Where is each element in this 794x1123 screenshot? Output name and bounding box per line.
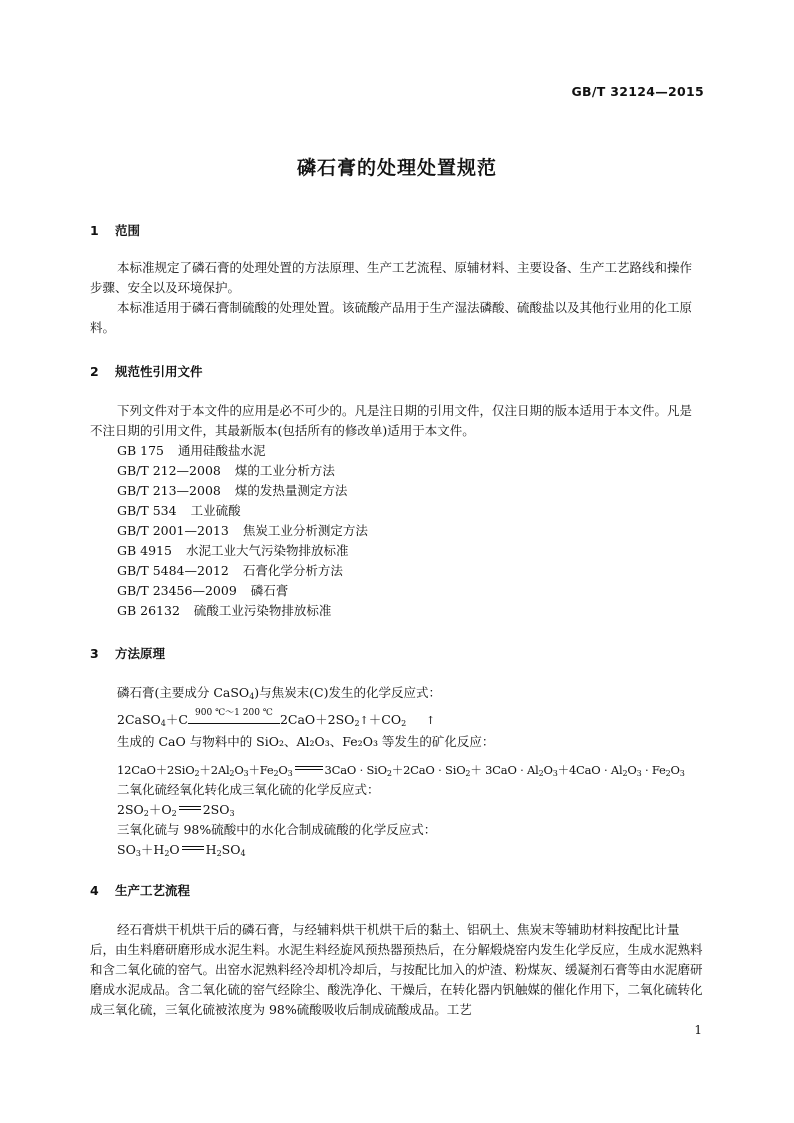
ref-item: GB 26132 硫酸工业污染物排放标准: [117, 603, 332, 618]
process-paragraph: 经石膏烘干机烘干后的磷石膏，与经辅料烘干机烘干后的黏土、铝矾土、焦炭末等辅助材料按配比计量后，由生料磨研磨形成水泥生料。水泥生料经旋风预热器预热后，在分解煅烧窑内发生化学反应，生成水泥熟料和含二氧化硫的窑气。出窑水泥熟料经冷却机冷却后，与按配比加入的炉渣、粉煤灰、缓凝剂石膏等由水泥磨研磨成水泥成品。含二氧化硫的窑气经除尘、酸洗净化、干燥后，在转化器内钒触媒的催化作用下，二氧化硫转化成三氧化硫，三氧化硫被浓度为 98%硫酸吸收后制成硫酸成品。工艺: [90, 922, 703, 1017]
gas-arrow-icon: ↑: [359, 714, 369, 727]
refs-intro: 下列文件对于本文件的应用是必不可少的。凡是注日期的引用文件，仅注日期的版本适用于本文件。凡是不注日期的引用文件，其最新版本(包括所有的修改单)适用于本文件。: [90, 403, 693, 438]
section-heading-2: 2 规范性引用文件: [90, 364, 203, 379]
ref-item: GB/T 2001—2013 焦炭工业分析测定方法: [117, 523, 368, 538]
ref-item: GB/T 213—2008 煤的发热量测定方法: [117, 483, 348, 498]
page-number: 1: [694, 1023, 702, 1037]
ref-item: GB 4915 水泥工业大气污染物排放标准: [117, 543, 349, 558]
section-heading-1: 1 范围: [90, 223, 141, 238]
ref-item: GB/T 534 工业硫酸: [117, 503, 241, 518]
ref-item: GB 175 通用硅酸盐水泥: [117, 443, 266, 458]
reaction-equation-4: $SO_3+H_2O$ $H_2SO_4$: [117, 842, 246, 858]
reaction-equation-1: 2CaSO$_4$＋C 900 ℃～1 200 ℃ $2CaO+2SO_2↑+CO_2$ ↑: [117, 710, 435, 734]
reaction-equation-2: $12CaO+2SiO_2+2Al_2O_3+Fe_2O_3$ $3CaO \cdot SiO_2+2CaO \cdot SiO_2+ 3CaO \cdot Al_2O_3+4CaO \cdot Al_2O_3 \cdot Fe_2O_3$: [117, 763, 685, 778]
ref-item: GB/T 212—2008 煤的工业分析方法: [117, 463, 335, 478]
ref-item: GB/T 5484—2012 石膏化学分析方法: [117, 563, 343, 578]
principle-line-1: 磷石膏(主要成分 CaSO$_4$)与焦炭末(C)发生的化学反应式：: [117, 685, 441, 701]
principle-line-5: 二氧化硫经氧化转化成三氧化硫的化学反应式：: [117, 782, 380, 797]
reaction-equation-3: $2SO_2+O_2$ $2SO_3$: [117, 802, 235, 818]
principle-line-7: 三氧化硫与 98%硫酸中的水化合制成硫酸的化学反应式：: [117, 822, 437, 837]
gas-arrow-icon: ↑: [426, 714, 436, 727]
document-title: 磷石膏的处理处置规范: [296, 157, 497, 179]
standard-code: GB/T 32124—2015: [571, 84, 704, 99]
ref-item: GB/T 23456—2009 磷石膏: [117, 583, 289, 598]
principle-line-3: 生成的 CaO 与物料中的 SiO₂、Al₂O₃、Fe₂O₃ 等发生的矿化反应：: [117, 734, 495, 749]
reaction-condition: 900 ℃～1 200 ℃: [188, 721, 280, 724]
section-heading-4: 4 生产工艺流程: [90, 883, 191, 898]
section-heading-3: 3 方法原理: [90, 646, 166, 661]
scope-paragraph-1: 本标准规定了磷石膏的处理处置的方法原理、生产工艺流程、原辅材料、主要设备、生产工艺路线和操作步骤、安全以及环境保护。: [90, 260, 693, 295]
scope-paragraph-2: 本标准适用于磷石膏制硫酸的处理处置。该硫酸产品用于生产湿法磷酸、硫酸盐以及其他行业用的化工原料。: [90, 300, 693, 335]
